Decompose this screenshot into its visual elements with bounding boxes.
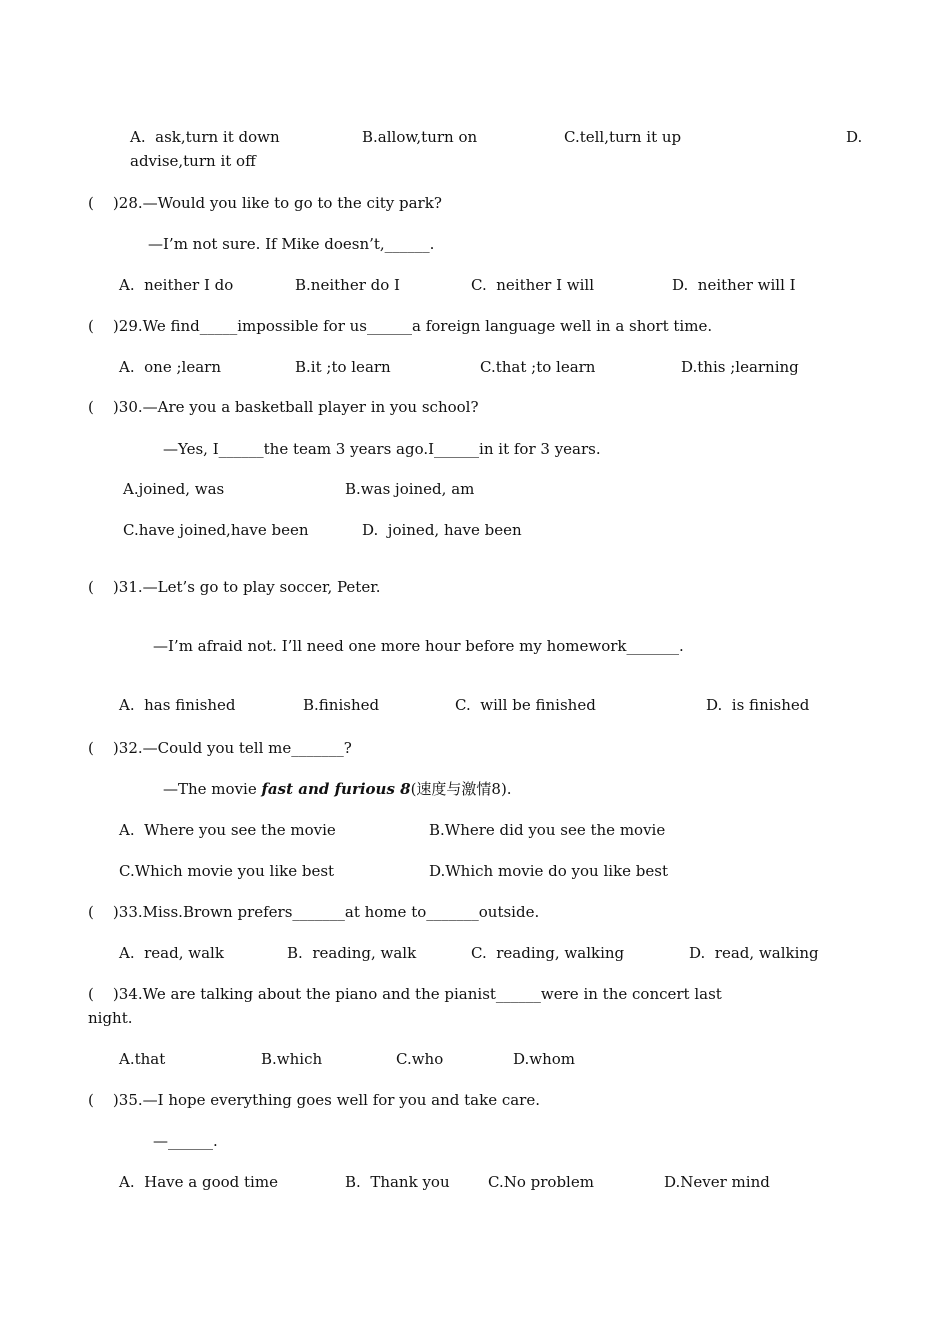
q32-option-c: C.Which movie you like best <box>119 862 335 880</box>
q34-option-a: A.that <box>119 1050 166 1068</box>
q28-option-a: A. neither I do <box>119 276 234 294</box>
q32-reply-prefix: —The movie <box>163 780 262 798</box>
q31-stem: ( )31.—Let’s go to play soccer, Peter. <box>88 578 381 596</box>
q33-option-b: B. reading, walk <box>287 944 417 962</box>
q35-reply: —______. <box>153 1132 218 1150</box>
q27-option-d-text: advise,turn it off <box>130 152 256 170</box>
q30-option-d: D. joined, have been <box>362 521 522 539</box>
q35-option-c: C.No problem <box>488 1173 594 1191</box>
q35-option-d: D.Never mind <box>664 1173 770 1191</box>
q30-reply: —Yes, I______the team 3 years ago.I______in it for 3 years. <box>163 440 601 458</box>
q34-option-d: D.whom <box>513 1050 576 1068</box>
q28-stem: ( )28.—Would you like to go to the city park? <box>88 194 442 212</box>
q33-option-c: C. reading, walking <box>471 944 625 962</box>
q32-reply <box>163 779 512 799</box>
q29-option-d: D.this ;learning <box>681 358 799 376</box>
q32-option-b: B.Where did you see the movie <box>429 821 666 839</box>
q29-stem: ( )29.We find_____impossible for us______a foreign language well in a short time. <box>88 317 713 335</box>
q33-option-d: D. read, walking <box>689 944 819 962</box>
q27-option-b: B.allow,turn on <box>362 128 478 146</box>
q31-reply: —I’m afraid not. I’ll need one more hour before my homework_______. <box>153 637 684 655</box>
q28-option-c: C. neither I will <box>471 276 595 294</box>
q30-option-a: A.joined, was <box>123 480 225 498</box>
q32-option-a: A. Where you see the movie <box>119 821 336 839</box>
q27-option-c: C.tell,turn it up <box>564 128 682 146</box>
q31-option-d: D. is finished <box>706 696 810 714</box>
q35-option-a: A. Have a good time <box>119 1173 278 1191</box>
q33-stem: ( )33.Miss.Brown prefers_______at home to_______outside. <box>88 903 540 921</box>
q31-option-a: A. has finished <box>119 696 236 714</box>
q29-option-a: A. one ;learn <box>119 358 221 376</box>
q30-stem: ( )30.—Are you a basketball player in you school? <box>88 398 479 416</box>
q34-stem-continued: night. <box>88 1009 133 1027</box>
q35-stem: ( )35.—I hope everything goes well for you and take care. <box>88 1091 540 1109</box>
q34-option-b: B.which <box>261 1050 323 1068</box>
q28-option-d: D. neither will I <box>672 276 796 294</box>
q32-option-d: D.Which movie do you like best <box>429 862 669 880</box>
q35-option-b: B. Thank you <box>345 1173 450 1191</box>
q32-stem: ( )32.—Could you tell me_______? <box>88 739 352 757</box>
q30-option-c: C.have joined,have been <box>123 521 309 539</box>
q31-option-c: C. will be finished <box>455 696 596 714</box>
q29-option-b: B.it ;to learn <box>295 358 391 376</box>
q34-option-c: C.who <box>396 1050 444 1068</box>
q27-option-a: A. ask,turn it down <box>130 128 280 146</box>
q32-movie-title: fast and furious 8 <box>261 780 411 798</box>
q27-option-d-letter: D. <box>846 128 863 146</box>
q32-reply-suffix: (速度与激情8). <box>410 780 512 798</box>
q30-option-b: B.was joined, am <box>345 480 475 498</box>
q33-option-a: A. read, walk <box>119 944 224 962</box>
q31-option-b: B.finished <box>303 696 380 714</box>
q29-option-c: C.that ;to learn <box>480 358 596 376</box>
q28-option-b: B.neither do I <box>295 276 400 294</box>
q28-reply: —I’m not sure. If Mike doesn’t,______. <box>148 235 435 253</box>
q34-stem: ( )34.We are talking about the piano and the pianist______were in the concert last <box>88 985 722 1003</box>
